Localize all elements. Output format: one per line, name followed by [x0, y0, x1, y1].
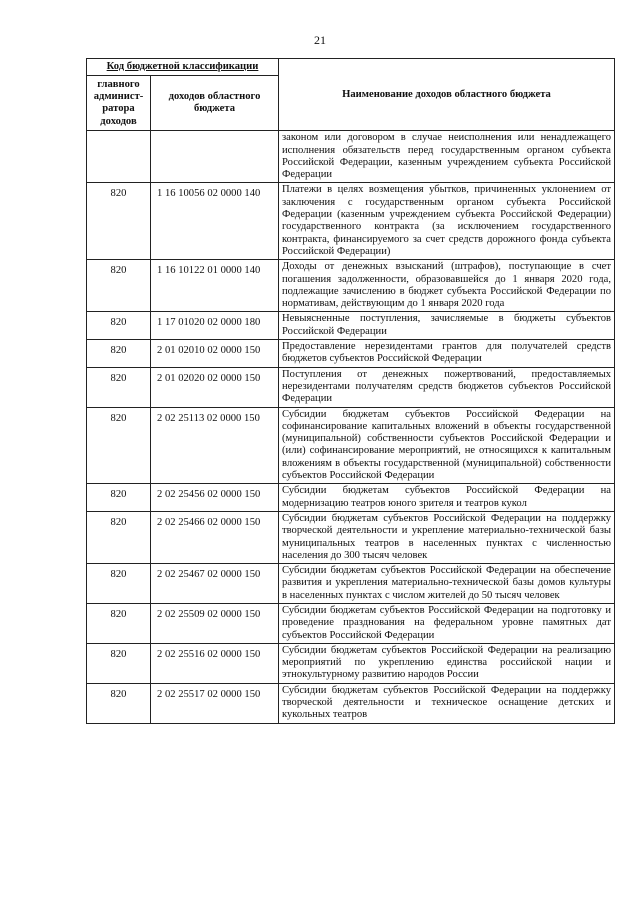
cell-admin: 820: [87, 260, 151, 312]
cell-code: 2 02 25466 02 0000 150: [151, 511, 279, 563]
cell-admin: [87, 131, 151, 183]
cell-code: 2 02 25456 02 0000 150: [151, 484, 279, 512]
cell-admin: 820: [87, 511, 151, 563]
header-budget-classification-code: Код бюджетной классификации: [87, 59, 279, 76]
cell-admin: 820: [87, 643, 151, 683]
table-row: [87, 683, 615, 723]
cell-admin: 820: [87, 603, 151, 643]
cell-name: Субсидии бюджетам субъектов Российской Федерации на модернизацию театров юного зрителя и театров кукол: [279, 484, 615, 512]
header-income-code: доходов областного бюджета: [151, 76, 279, 131]
cell-admin: 820: [87, 683, 151, 723]
table-row: [87, 367, 615, 407]
page-number: 21: [314, 33, 326, 47]
table-row: [87, 564, 615, 604]
cell-name: Субсидии бюджетам субъектов Российской Федерации на софинансирование капитальных вложений в объекты государственной (муниципальной) собственности субъектов Российской Федерации и (или) софинансирование мероприятий, не относящихся к капитальным вложениям в объекты государственной (муниципальной) собственности субъектов Российской Федерации: [279, 407, 615, 484]
table-row: [87, 407, 615, 484]
cell-code: 2 02 25113 02 0000 150: [151, 407, 279, 484]
cell-name: Субсидии бюджетам субъектов Российской Федерации на поддержку творческой деятельности и укрепление материально-технической базы муниципальных театров в населенных пунктах с численностью населения до 300 тысяч человек: [279, 511, 615, 563]
cell-admin: 820: [87, 367, 151, 407]
cell-name: Невыясненные поступления, зачисляемые в бюджеты субъектов Российской Федерации: [279, 312, 615, 340]
cell-code: 2 02 25516 02 0000 150: [151, 643, 279, 683]
cell-admin: 820: [87, 484, 151, 512]
header-income-name: Наименование доходов областного бюджета: [279, 59, 615, 131]
cell-admin: 820: [87, 312, 151, 340]
cell-name: Платежи в целях возмещения убытков, причиненных уклонением от заключения с государственным органом субъекта Российской Федерации (казенным учреждением субъекта Российской Федерации) государственного контракта (за исключением государственного контракта, финансируемого за счет средств дорожного фонда субъекта Российской Федерации): [279, 183, 615, 260]
cell-name: Предоставление нерезидентами грантов для получателей средств бюджетов субъектов Российской Федерации: [279, 340, 615, 368]
cell-name: Доходы от денежных взысканий (штрафов), поступающие в счет погашения задолженности, образовавшейся до 1 января 2020 года, подлежащие зачислению в бюджет субъекта Российской Федерации по нормативам, действующим до 1 января 2020 года: [279, 260, 615, 312]
table-row: [87, 511, 615, 563]
table-row: [87, 340, 615, 368]
table-row: [87, 312, 615, 340]
budget-classification-table: [86, 58, 614, 724]
cell-code: 2 02 25517 02 0000 150: [151, 683, 279, 723]
cell-name: Поступления от денежных пожертвований, предоставляемых нерезидентами получателям средств бюджетов субъектов Российской Федерации: [279, 367, 615, 407]
cell-name: Субсидии бюджетам субъектов Российской Федерации на подготовку и проведение празднования на федеральном уровне памятных дат субъектов Российской Федерации: [279, 603, 615, 643]
cell-code: 2 01 02010 02 0000 150: [151, 340, 279, 368]
cell-admin: 820: [87, 407, 151, 484]
cell-name: Субсидии бюджетам субъектов Российской Федерации на обеспечение развития и укрепления материально-технической базы домов культуры в населенных пунктах с числом жителей до 50 тысяч человек: [279, 564, 615, 604]
cell-code: 1 17 01020 02 0000 180: [151, 312, 279, 340]
cell-code: 1 16 10056 02 0000 140: [151, 183, 279, 260]
cell-code: 2 01 02020 02 0000 150: [151, 367, 279, 407]
cell-code: 2 02 25509 02 0000 150: [151, 603, 279, 643]
cell-name: Субсидии бюджетам субъектов Российской Федерации на поддержку творческой деятельности и техническое оснащение детских и кукольных театров: [279, 683, 615, 723]
cell-code: 2 02 25467 02 0000 150: [151, 564, 279, 604]
header-chief-administrator: главного админист-ратора доходов: [87, 76, 151, 131]
table-row-continuation: [87, 131, 615, 183]
cell-admin: 820: [87, 564, 151, 604]
cell-admin: 820: [87, 340, 151, 368]
cell-code: 1 16 10122 01 0000 140: [151, 260, 279, 312]
table-row: [87, 484, 615, 512]
table-row: [87, 643, 615, 683]
cell-name: Субсидии бюджетам субъектов Российской Федерации на реализацию мероприятий по укреплению единства российской нации и этнокультурному развитию народов России: [279, 643, 615, 683]
table-row: [87, 603, 615, 643]
cell-name: законом или договором в случае неисполнения или ненадлежащего исполнения обязательств перед государственным органом субъекта Российской Федерации, казенным учреждением субъекта Российской Федерации: [279, 131, 615, 183]
cell-code: [151, 131, 279, 183]
cell-admin: 820: [87, 183, 151, 260]
table-row: [87, 183, 615, 260]
table-row: [87, 260, 615, 312]
